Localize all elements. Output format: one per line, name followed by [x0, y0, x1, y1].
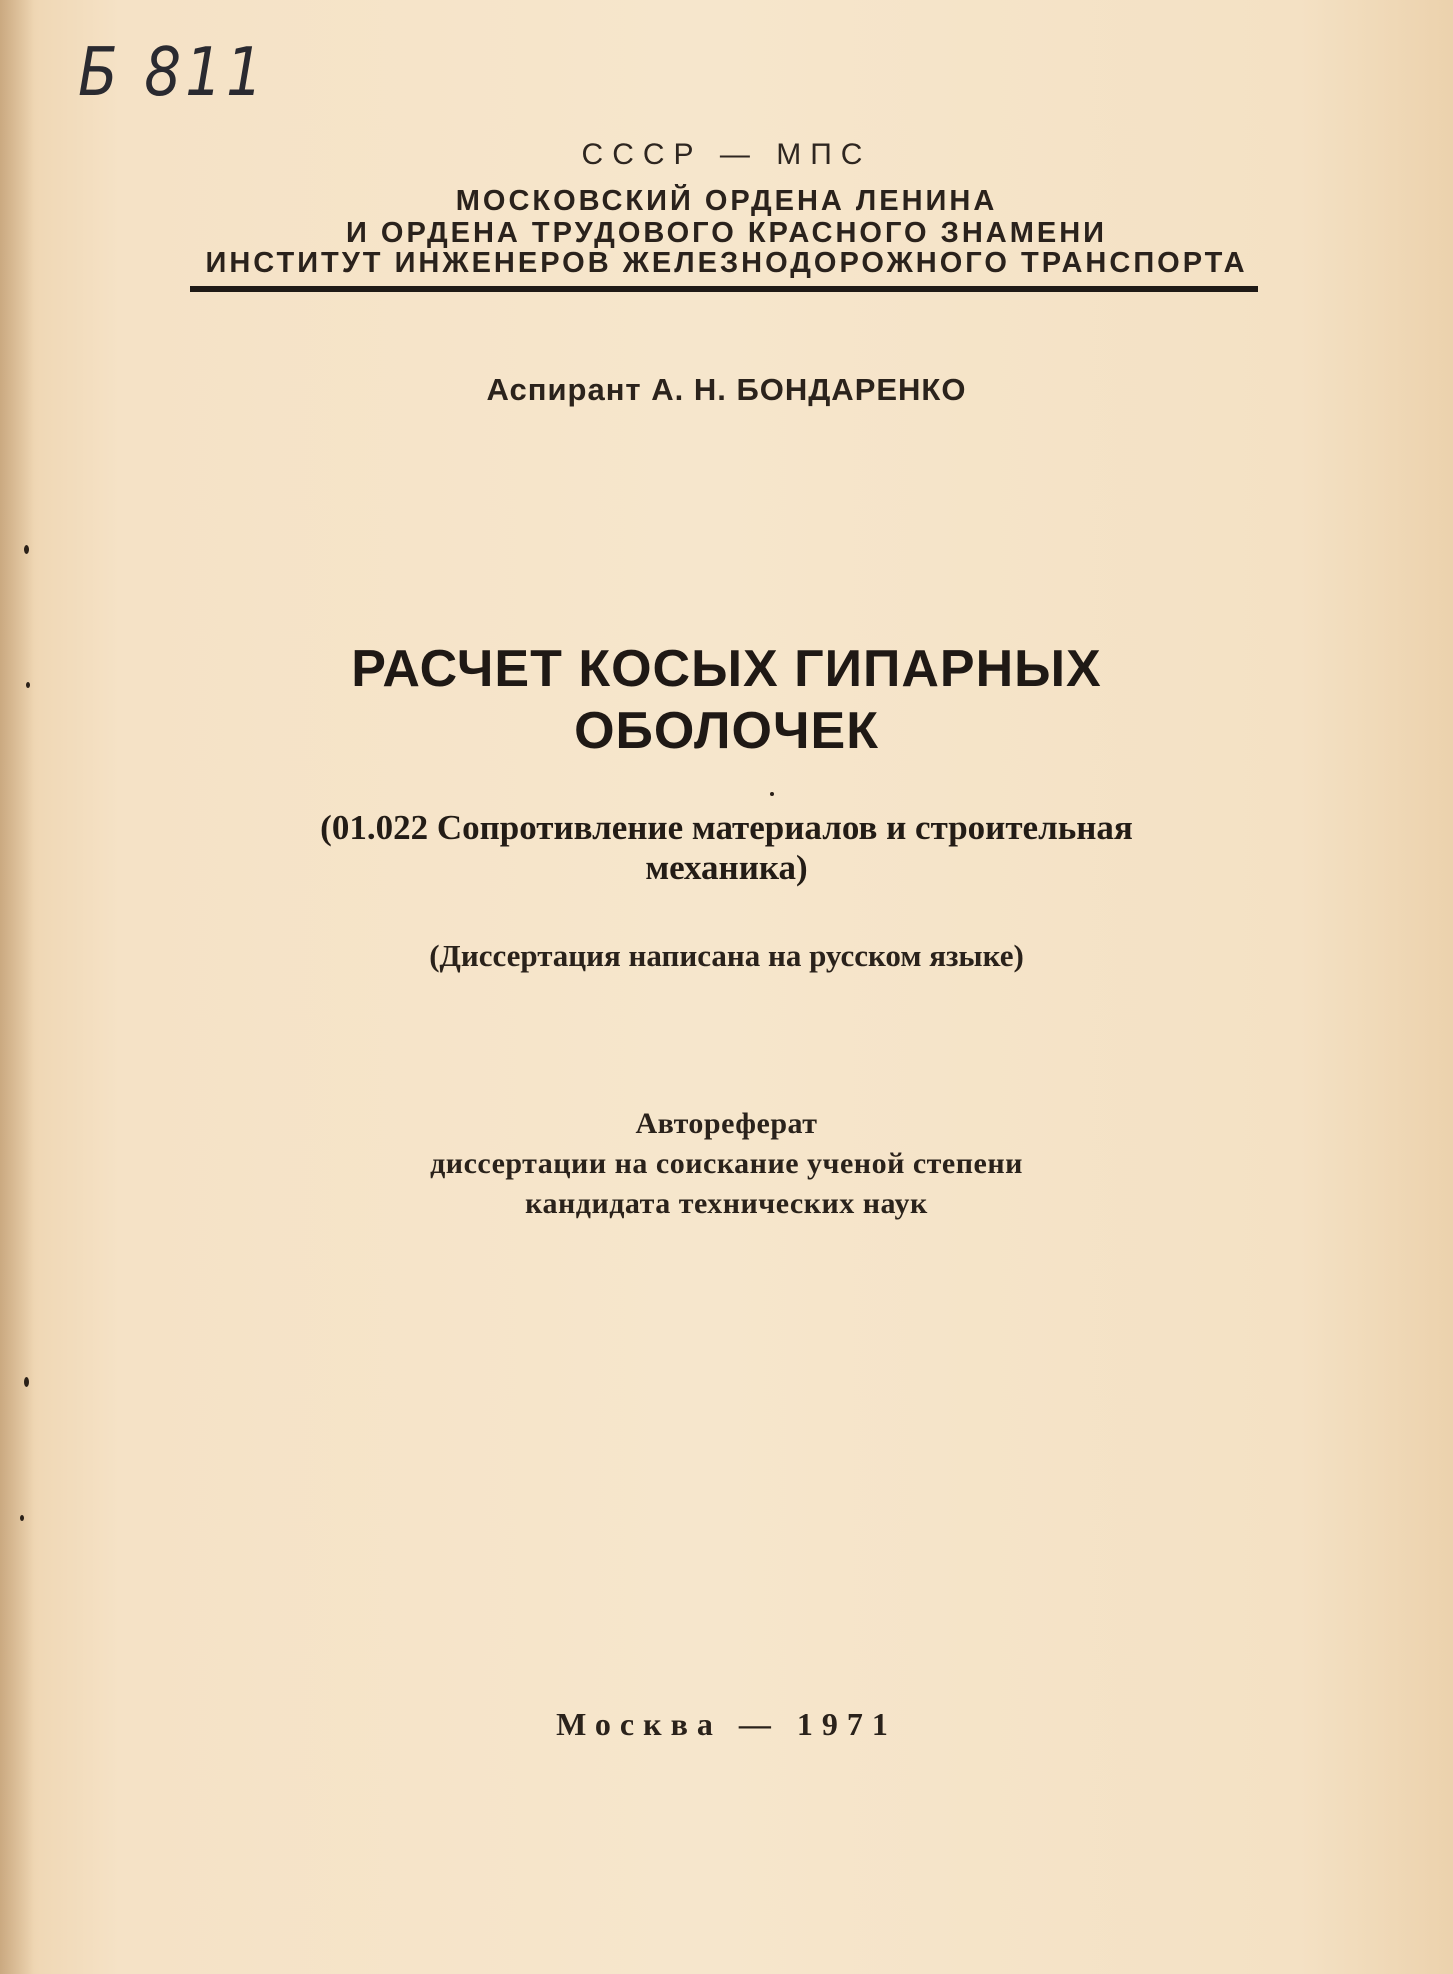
- paper-speck: [20, 1515, 24, 1521]
- ministry-header: СССР — МПС: [581, 138, 872, 171]
- author-name: Аспирант А. Н. БОНДАРЕНКО: [486, 372, 967, 407]
- paper-speck: [24, 545, 29, 554]
- abstract-description: [0, 1104, 1453, 1224]
- abstract-line-3: кандидата технических наук: [525, 1187, 928, 1220]
- institute-name-line-3: ИНСТИТУТ ИНЖЕНЕРОВ ЖЕЛЕЗНОДОРОЖНОГО ТРАНСПОРТА: [205, 247, 1248, 279]
- institute-name-line-2: И ОРДЕНА ТРУДОВОГО КРАСНОГО ЗНАМЕНИ: [346, 217, 1107, 249]
- paper-speck: [24, 1377, 29, 1387]
- paper-speck: [26, 682, 30, 688]
- abstract-line-1: Автореферат: [635, 1107, 818, 1140]
- paper-speck: [770, 792, 774, 796]
- abstract-line-2: диссертации на соискание ученой степени: [430, 1147, 1023, 1180]
- library-call-number: Б 811: [78, 32, 267, 112]
- dissertation-title: [0, 638, 1453, 762]
- imprint-city-year: Москва — 1971: [556, 1706, 897, 1742]
- title-line-2: ОБОЛОЧЕК: [574, 702, 879, 760]
- header-divider: [190, 286, 1258, 292]
- specialty-line-1: (01.022 Сопротивление материалов и строительная: [320, 808, 1133, 847]
- specialty-line-2: механика): [645, 848, 808, 887]
- language-note: (Диссертация написана на русском языке): [429, 938, 1024, 973]
- binding-shadow: [0, 0, 34, 1974]
- institute-name-line-1: МОСКОВСКИЙ ОРДЕНА ЛЕНИНА: [455, 185, 998, 217]
- title-line-1: РАСЧЕТ КОСЫХ ГИПАРНЫХ: [351, 640, 1102, 698]
- specialty-code: [0, 808, 1453, 888]
